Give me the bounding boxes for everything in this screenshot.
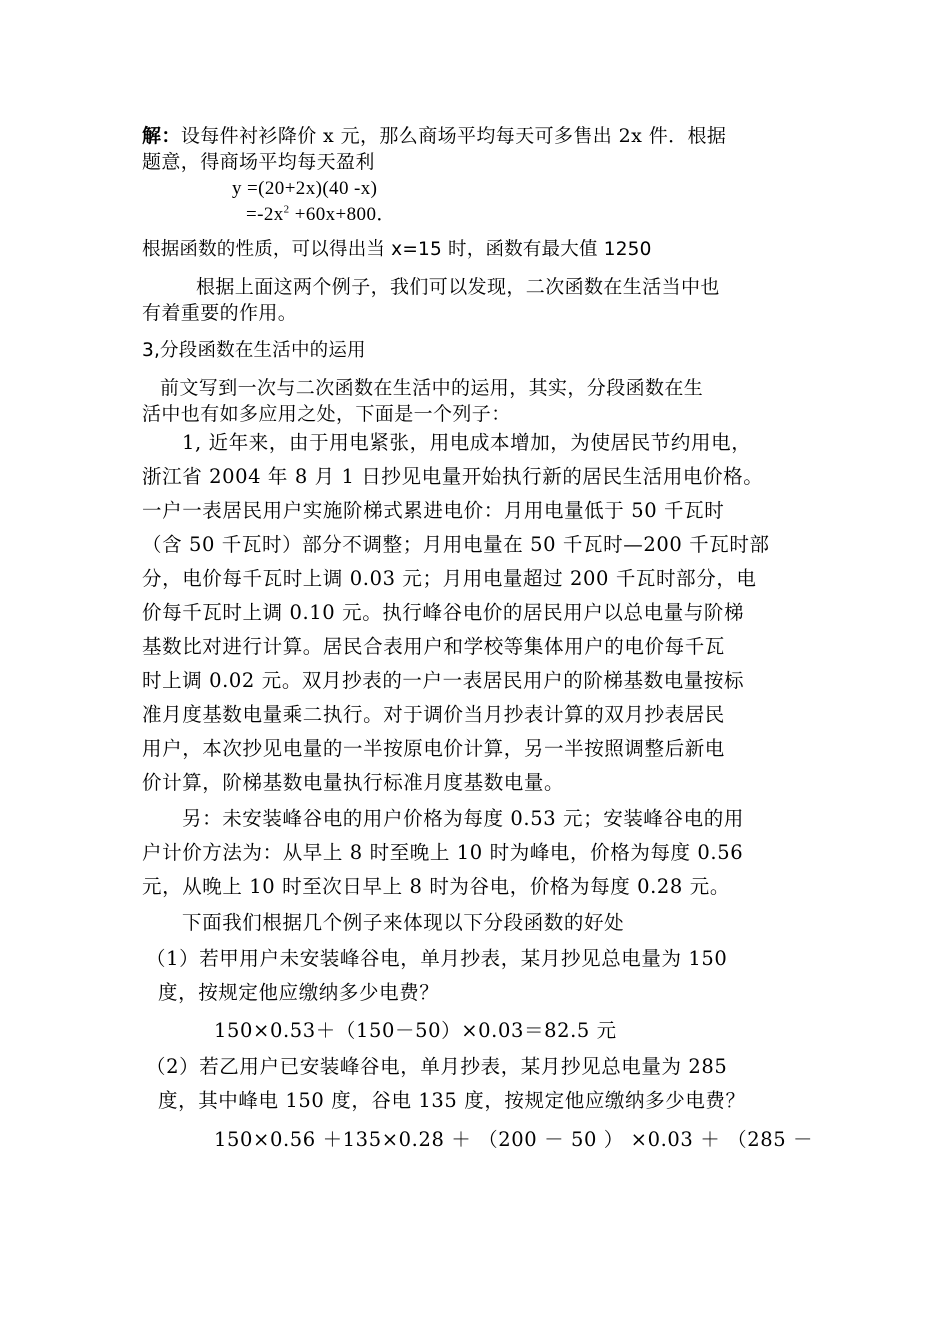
summary-line-1: 根据上面这两个例子，我们可以发现，二次函数在生活当中也 [196, 276, 720, 298]
summary-line-2: 有着重要的作用。 [142, 302, 298, 324]
paragraph2-line: 户计价方法为：从早上 8 时至晚上 10 时为峰电，价格为每度 0.56 [142, 841, 744, 864]
solution-label: 解： [142, 125, 181, 147]
examples-intro: 下面我们根据几个例子来体现以下分段函数的好处 [182, 911, 625, 934]
paragraph1-line: 基数比对进行计算。居民合表用户和学校等集体用户的电价每千瓦 [142, 635, 725, 658]
intro-line-1: 前文写到一次与二次函数在生活中的运用，其实，分段函数在生 [160, 377, 704, 399]
question2-answer: 150×0.56 ＋135×0.28 ＋ （200 － 50 ） ×0.03 ＋ （285 － [214, 1128, 814, 1151]
paragraph1-line: 分，电价每千瓦时上调 0.03 元；月用电量超过 200 千瓦时部分，电 [142, 567, 757, 590]
paragraph2-line: 另：未安装峰谷电的用户价格为每度 0.53 元；安装峰谷电的用 [182, 807, 744, 830]
paragraph1-line: （含 50 千瓦时）部分不调整；月用电量在 50 千瓦时—200 千瓦时部 [142, 533, 770, 556]
paragraph1-line: 时上调 0.02 元。双月抄表的一户一表居民用户的阶梯基数电量按标 [142, 669, 745, 692]
question1-answer: 150×0.53＋（150－50）×0.03＝82.5 元 [214, 1019, 617, 1042]
paragraph1-line: 价每千瓦时上调 0.10 元。执行峰谷电价的居民用户以总电量与阶梯 [142, 601, 745, 624]
paragraph1-line: 浙江省 2004 年 8 月 1 日抄见电量开始执行新的居民生活用电价格。 [142, 465, 764, 488]
section-heading: 3,分段函数在生活中的运用 [142, 340, 366, 361]
question1-line-2: 度，按规定他应缴纳多少电费？ [158, 981, 440, 1004]
equation-2: $=-2x^2 +60x+800$． [246, 203, 396, 225]
equation-1: y =(20+2x)(40 -x) [232, 178, 378, 199]
conclusion-line: 根据函数的性质，可以得出当 x=15 时，函数有最大值 1250 [142, 239, 652, 260]
paragraph1-line: 1, 近年来，由于用电紧张，用电成本增加，为使居民节约用电， [182, 431, 752, 454]
question2-line-1: （2）若乙用户已安装峰谷电，单月抄表，某月抄见总电量为 285 [146, 1055, 728, 1078]
question2-line-2: 度，其中峰电 150 度，谷电 135 度，按规定他应缴纳多少电费？ [158, 1089, 746, 1112]
intro-line-2: 活中也有如多应用之处，下面是一个列子： [142, 403, 511, 425]
paragraph1-line: 用户，本次抄见电量的一半按原电价计算，另一半按照调整后新电 [142, 737, 725, 760]
paragraph2-line: 元，从晚上 10 时至次日早上 8 时为谷电，价格为每度 0.28 元。 [142, 875, 730, 898]
paragraph1-line: 准月度基数电量乘二执行。对于调价当月抄表计算的双月抄表居民 [142, 703, 725, 726]
solution-text-1: 设每件衬衫降价 x 元，那么商场平均每天可多售出 2x 件．根据 [180, 125, 727, 147]
solution-line-2: 题意，得商场平均每天盈利 [142, 151, 375, 173]
solution-line-1 [142, 124, 726, 148]
paragraph1-line: 价计算，阶梯基数电量执行标准月度基数电量。 [142, 771, 565, 794]
paragraph1-line: 一户一表居民用户实施阶梯式累进电价：月用电量低于 50 千瓦时 [142, 499, 725, 522]
question1-line-1: （1）若甲用户未安装峰谷电，单月抄表，某月抄见总电量为 150 [146, 947, 728, 970]
